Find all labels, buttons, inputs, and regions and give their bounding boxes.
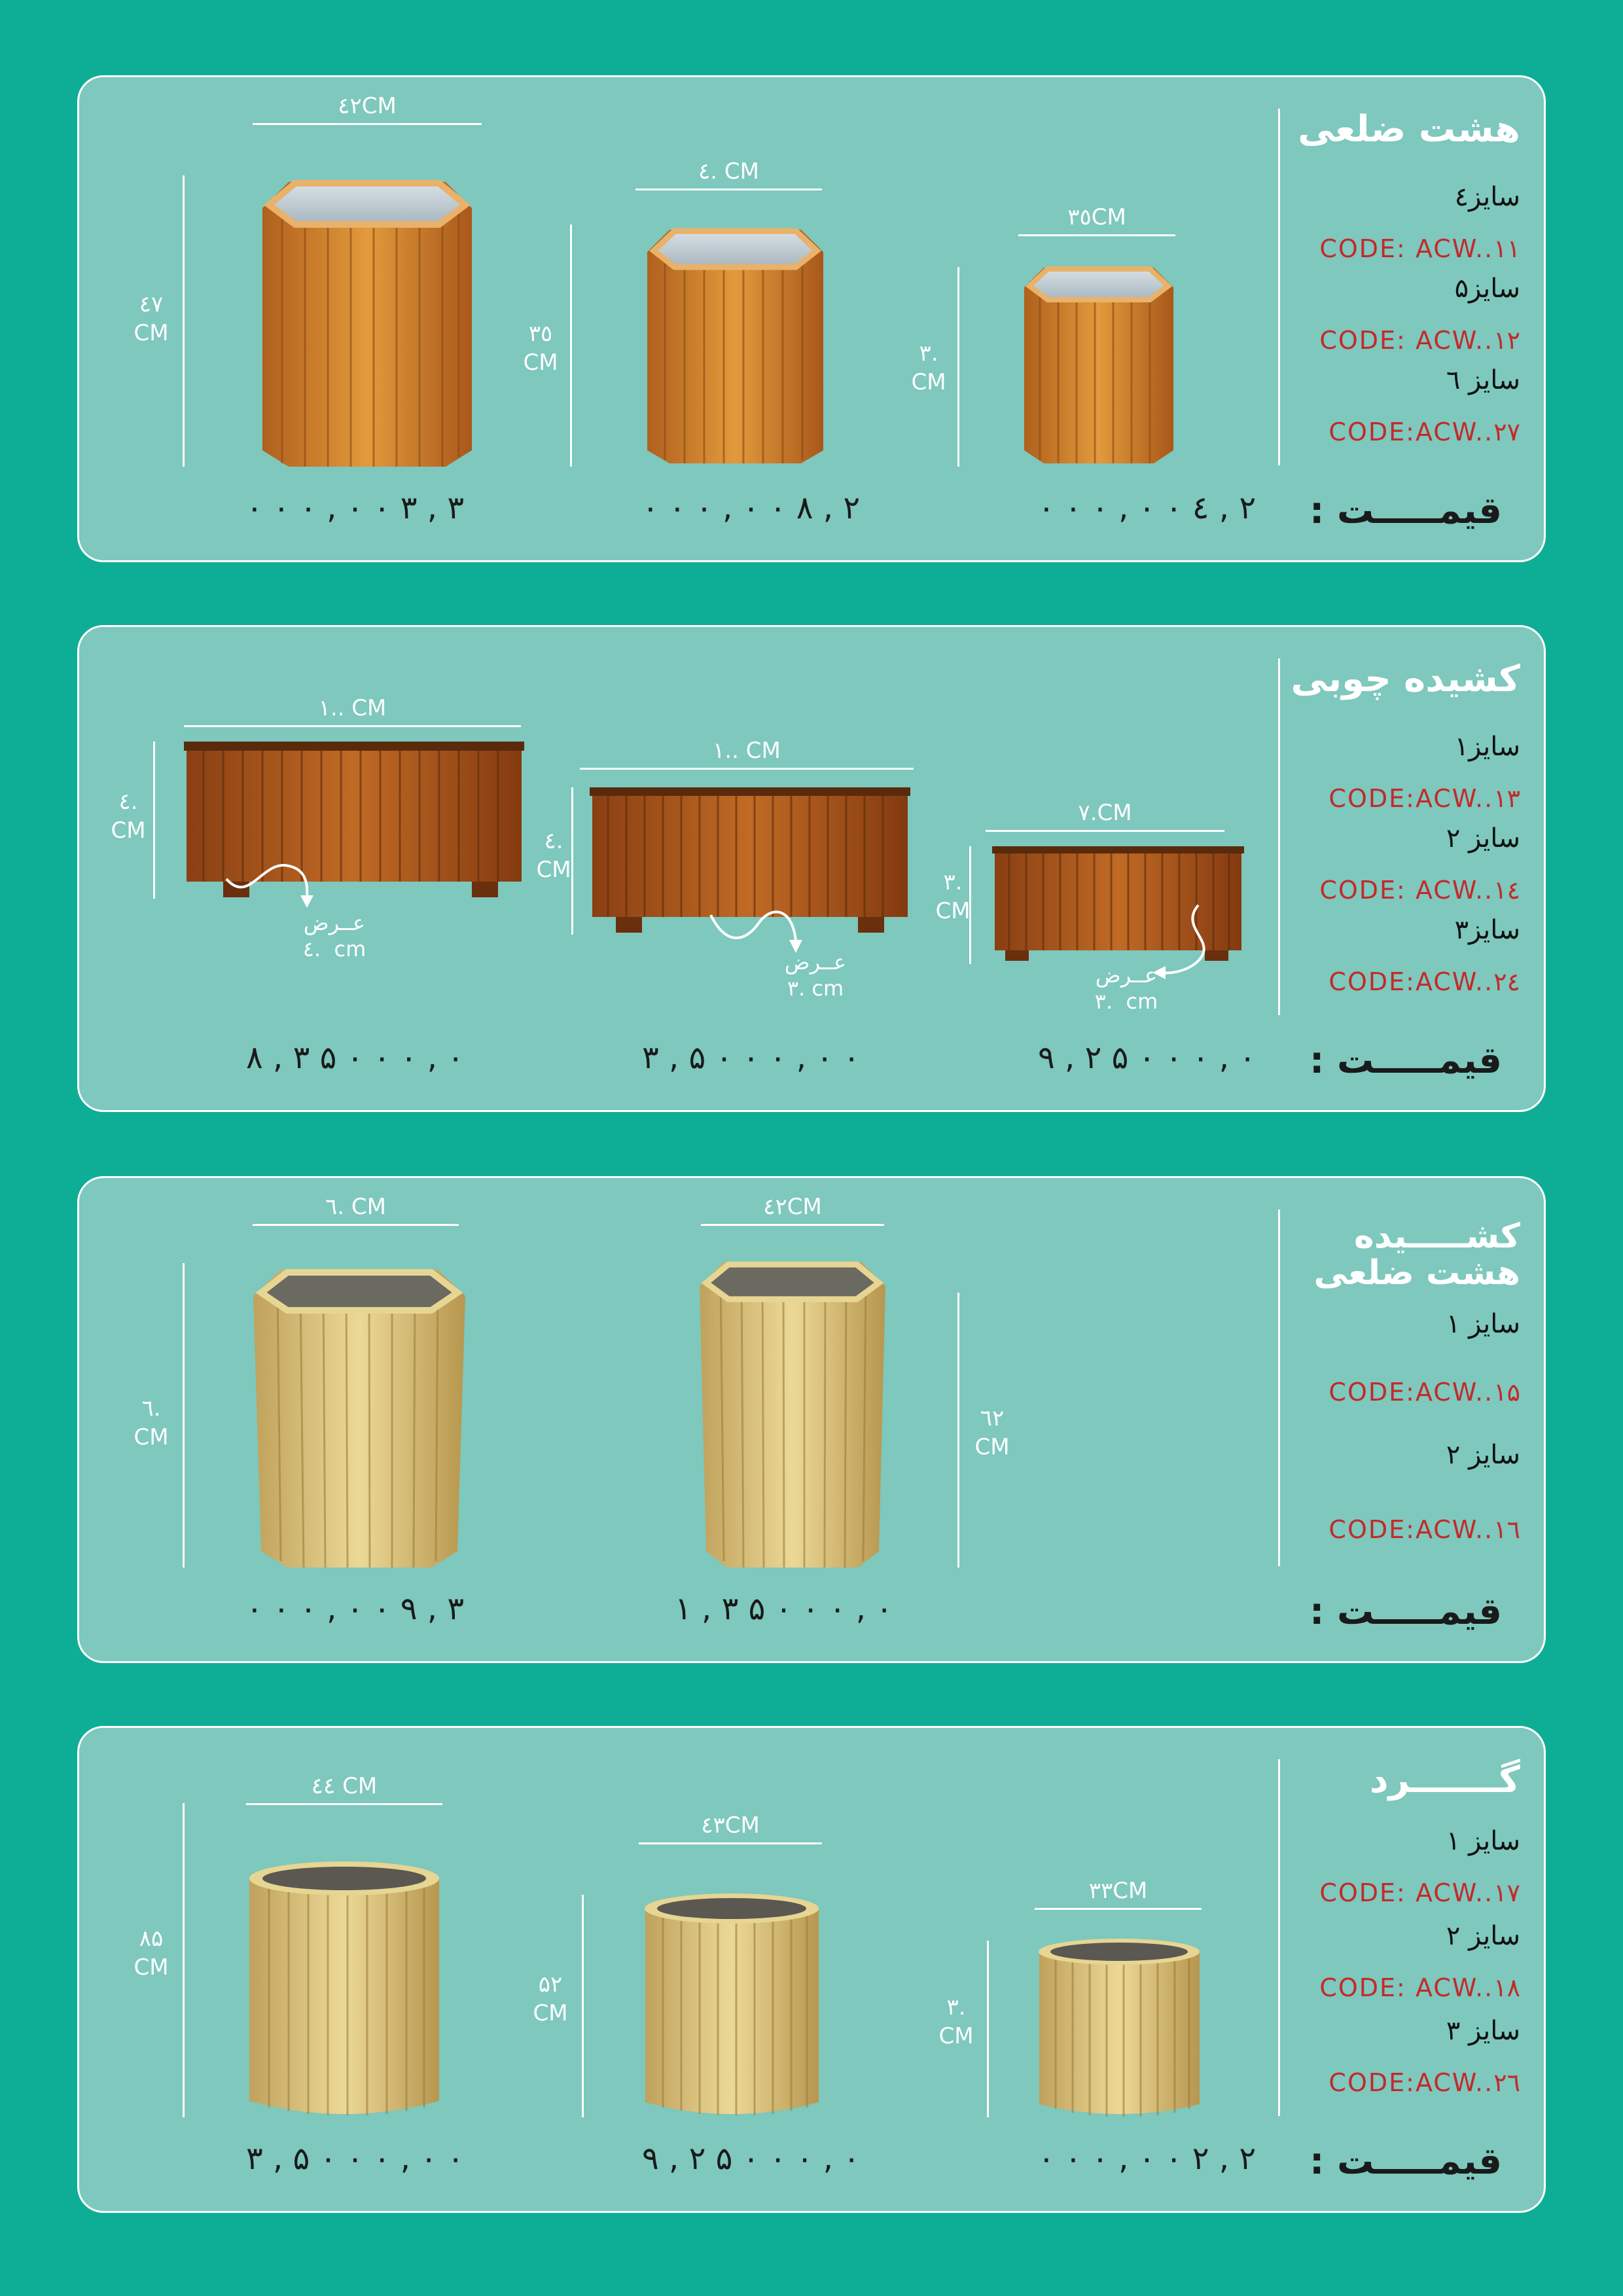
width-label: ٤. CM: [698, 158, 759, 185]
divider: [1278, 658, 1280, 1015]
height-line: [183, 1263, 185, 1568]
size-label: سایز ١: [1446, 1826, 1520, 1856]
height-line: [183, 175, 185, 467]
height-label: ٤. CM: [536, 828, 571, 883]
product-code: CODE:ACW..١٣: [1329, 784, 1520, 813]
product-code: CODE:ACW..١٦: [1329, 1515, 1520, 1544]
product-panel-rectangular: [77, 625, 1546, 1112]
round-planter-medium-image: [642, 1892, 822, 2121]
product-code: CODE:ACW..٢٦: [1329, 2068, 1520, 2097]
section-title: گـــــــرد: [1369, 1759, 1520, 1801]
width-label: ٤٤ CM: [311, 1773, 378, 1799]
price-value: ٣ , ٨ ۵ ٠ , ٠ ٠ ٠: [246, 1039, 465, 1076]
price-label: قیمـــــت :: [1310, 1039, 1502, 1082]
height-label: ۵٢ CM: [533, 1971, 568, 2026]
depth-label: عــرض ٣. cm: [1094, 963, 1158, 1014]
section-title-line1: کشـــــیده: [1354, 1217, 1520, 1256]
height-line: [987, 1941, 989, 2117]
section-title: کشیده چوبی: [1291, 658, 1520, 700]
height-line: [570, 224, 572, 467]
width-label: ١.. CM: [318, 695, 387, 721]
width-line: [580, 768, 914, 770]
width-line: [184, 725, 521, 727]
product-info: [1278, 77, 1540, 560]
divider: [1278, 1759, 1280, 2116]
product-code: CODE: ACW..١٨: [1319, 1973, 1520, 2002]
round-planter-large-image: [246, 1859, 442, 2121]
width-label: ١.. CM: [713, 738, 781, 764]
width-label: ٤٢CM: [763, 1194, 822, 1220]
product-info: [1278, 1178, 1540, 1661]
round-planter-small-image: [1036, 1937, 1203, 2121]
width-label: ٣٣CM: [1088, 1878, 1148, 1904]
height-label: ٣. CM: [935, 869, 971, 924]
size-label: سایز١: [1454, 732, 1520, 762]
width-line: [986, 830, 1224, 832]
product-info: [1278, 627, 1540, 1110]
width-label: ٦. CM: [325, 1194, 386, 1220]
height-label: ٦٢ CM: [974, 1405, 1010, 1460]
product-code: CODE: ACW..١١: [1319, 234, 1520, 263]
height-line: [957, 1293, 959, 1568]
height-line: [957, 267, 959, 467]
width-line: [1035, 1908, 1202, 1910]
width-label: ٤٢CM: [338, 93, 397, 119]
product-code: CODE: ACW..١٢: [1319, 326, 1520, 355]
size-label: سایز٤: [1454, 182, 1520, 212]
size-label: سایز ٣: [1446, 2016, 1520, 2046]
height-label: ٣. CM: [938, 1994, 974, 2049]
price-label: قیمـــــت :: [1310, 490, 1502, 532]
height-label: ٣. CM: [911, 340, 946, 395]
price-value: ٣ , ١ ۵ ٠ , ٠ ٠ ٠: [675, 1590, 893, 1627]
width-line: [639, 1842, 822, 1844]
size-label: سایز٣: [1454, 915, 1520, 945]
product-code: CODE:ACW..٢٤: [1329, 967, 1520, 996]
price-value: ٢ , ٩ ۵ ٠ , ٠ ٠ ٠: [642, 2140, 861, 2177]
product-code: CODE:ACW..١۵: [1329, 1378, 1520, 1407]
divider: [1278, 1210, 1280, 1566]
size-label: سایز ٢: [1446, 1440, 1520, 1470]
height-label: ٨۵ CM: [134, 1926, 169, 1981]
width-line: [246, 1803, 442, 1805]
width-label: ٧.CM: [1078, 800, 1132, 826]
tall-octagon-planter-1-image: [248, 1263, 471, 1571]
octagon-planter-large-image: [256, 175, 478, 470]
height-label: ٤٧ CM: [134, 291, 169, 346]
size-label: سایز ٢: [1446, 1921, 1520, 1951]
octagon-planter-small-image: [1020, 264, 1177, 467]
price-value: ٢ , ٨ ٠ ٠ , ٠ ٠ ٠: [642, 490, 861, 526]
octagon-planter-medium-image: [642, 224, 829, 467]
size-label: سایز ١: [1446, 1309, 1520, 1339]
price-value: ٢ , ٢ ٠ ٠ , ٠ ٠ ٠: [1038, 2140, 1257, 2177]
depth-label: عــرض ٣. cm: [784, 950, 847, 1001]
product-info: [1278, 1728, 1540, 2211]
size-label: سایز ٦: [1446, 365, 1520, 395]
size-label: سایز ٢: [1446, 823, 1520, 853]
product-panel-octagon: [77, 75, 1546, 562]
price-value: ٣ , ٣ ٠ ٠ , ٠ ٠ ٠: [246, 490, 465, 526]
product-code: CODE:ACW..٢٧: [1329, 418, 1520, 446]
width-line: [253, 1224, 459, 1226]
width-line: [1018, 234, 1175, 236]
height-line: [183, 1803, 185, 2117]
width-line: [635, 188, 822, 190]
width-line: [701, 1224, 884, 1226]
height-label: ٤. CM: [111, 789, 146, 844]
height-label: ٦. CM: [134, 1395, 169, 1450]
product-code: CODE: ACW..١٤: [1319, 876, 1520, 905]
price-label: قیمـــــت :: [1310, 2140, 1502, 2183]
price-label: قیمـــــت :: [1310, 1590, 1502, 1633]
divider: [1278, 109, 1280, 465]
tall-octagon-planter-2-image: [694, 1257, 891, 1571]
product-panel-round: [77, 1726, 1546, 2213]
product-code: CODE: ACW..١٧: [1319, 1878, 1520, 1907]
height-label: ٣٥ CM: [523, 321, 558, 376]
width-label: ٣٥CM: [1067, 204, 1126, 230]
price-value: ٢ , ٩ ۵ ٠ , ٠ ٠ ٠: [1038, 1039, 1257, 1076]
section-title: هشت ضلعی: [1298, 108, 1520, 151]
height-line: [153, 742, 155, 899]
width-line: [253, 123, 482, 125]
price-value: ٣ , ۵ ٠ ٠ , ٠ ٠ ٠: [246, 2140, 465, 2177]
width-label: ٤٣CM: [701, 1812, 760, 1839]
section-title-line2: هشت ضلعی: [1313, 1253, 1520, 1293]
price-value: ٣ , ٩ ٠ ٠ , ٠ ٠ ٠: [246, 1590, 465, 1627]
price-value: ٢ , ٤ ٠ ٠ , ٠ ٠ ٠: [1038, 490, 1257, 526]
depth-label: عــرض ٤. cm: [302, 910, 366, 961]
product-panel-tall-octagon: [77, 1176, 1546, 1663]
height-line: [582, 1895, 584, 2117]
price-value: ٣ , ۵ ٠ ٠ , ٠ ٠ ٠: [642, 1039, 861, 1076]
arrow-icon: [223, 853, 321, 912]
size-label: سایز۵: [1454, 274, 1520, 304]
